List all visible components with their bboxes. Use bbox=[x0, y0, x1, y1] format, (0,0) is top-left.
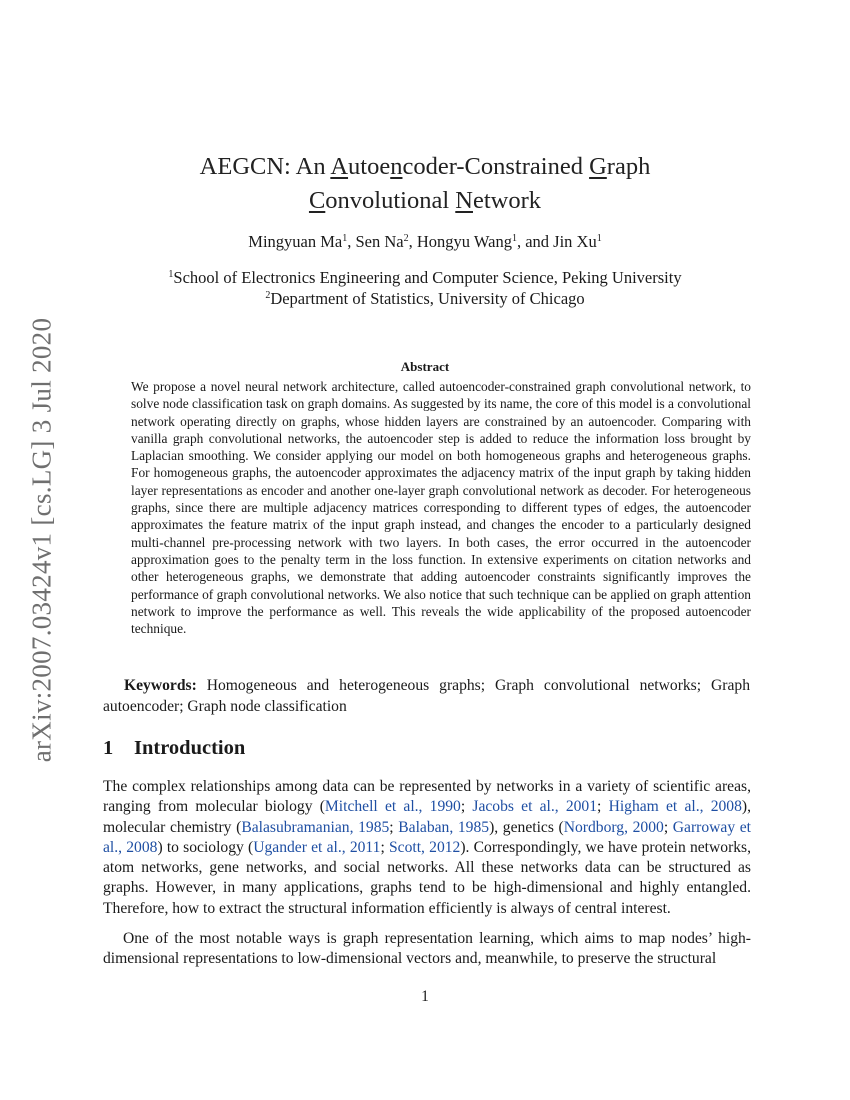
abstract-text: We propose a novel neural network architecture, called autoencoder-constrained graph convolutional network, to solve node classification task on graph domains. As suggested by its name, the core of this model is a convolutional network operating directly on graphs, whose hidden layers are constrained by an autoencoder. Comparing with vanilla graph convolutional networks, the autoencoder step is added to reduce the information loss brought by Laplacian smoothing. We consider applying our model on both homogeneous graphs and heterogeneous graphs. For homogeneous graphs, the autoencoder approximates the adjacency matrix of the input graph by taking hidden layer representations as encoder and another one-layer graph convolutional network as decoder. For heterogeneous graphs, since there are multiple adjacency matrices corresponding to different types of edges, the autoencoder approximates the feature matrix of the input graph instead, and changes the encoder to a particularly designed multi-channel pre-processing network with two layers. In both cases, the error occurred in the autoencoder approximation goes to the penalty term in the loss function. In extensive experiments on citation networks and other heterogeneous graphs, we demonstrate that adding autoencoder constraints significantly improves the performance of graph convolutional networks. We also notice that such technique can be applied on graph attention network to improve the performance as well. This reveals the wide applicability of the proposed autoencoder technique. bbox=[131, 379, 751, 637]
author: Sen Na$^2$, bbox=[355, 232, 417, 251]
citation-link[interactable]: Balaban, 1985 bbox=[398, 818, 490, 836]
paragraph-text: The complex relationships among data can be represented by networks in a variety of scientific areas, ranging from molecular biology ( bbox=[103, 778, 751, 816]
author-list bbox=[0, 232, 850, 252]
citation-link[interactable]: Scott, 2012 bbox=[389, 838, 461, 856]
citation-link[interactable]: Higham et al., 2008 bbox=[608, 798, 742, 816]
keywords-label: Keywords: bbox=[124, 677, 197, 694]
citation-link[interactable]: Garroway et al., 2008 bbox=[103, 818, 752, 856]
citation-link[interactable]: Nordborg, 2000 bbox=[563, 818, 664, 836]
arxiv-identifier: arXiv:2007.03424v1 [cs.LG] 3 Jul 2020 bbox=[26, 317, 57, 763]
intro-paragraph-2: One of the most notable ways is graph representation learning, which aims to map nodes’ high-dimensional representations to low-dimensional vectors and, meanwhile, to preserve the structural bbox=[103, 930, 751, 968]
keywords bbox=[103, 676, 750, 717]
affiliation: $^2$Department of Statistics, University of Chicago bbox=[265, 289, 585, 308]
section-heading: 1 Introduction bbox=[103, 737, 246, 759]
title-line-2: Convolutional Network bbox=[308, 187, 542, 214]
affiliation: $^1$School of Electronics Engineering and Computer Science, Peking University bbox=[168, 268, 682, 287]
title-line-1: AEGCN: An Autoencoder-Constrained Graph bbox=[199, 153, 651, 180]
paper-title bbox=[0, 150, 850, 218]
paragraph-text: ) to sociology ( bbox=[157, 838, 254, 856]
author: Mingyuan Ma$^1$, bbox=[248, 232, 356, 251]
paragraph-text: ; bbox=[597, 798, 609, 816]
paragraph-text: ). Correspondingly, we have protein networks, atom networks, gene networks, and social networks. All these networks data can be structured as graphs. However, in many applications, graphs tend to be high-dimensional and highly entangled. Therefore, how to extract the structural information efficiently is always of central interest. bbox=[103, 838, 752, 917]
paragraph-text: ; bbox=[460, 798, 473, 816]
intro-paragraph-1 bbox=[103, 777, 751, 919]
paragraph-text: ; bbox=[389, 818, 399, 836]
keywords-text: Homogeneous and heterogeneous graphs; Graph convolutional networks; Graph autoencoder; Graph node classification bbox=[103, 677, 750, 715]
paragraph-text: ), molecular chemistry ( bbox=[103, 798, 751, 836]
paragraph-text: ; bbox=[663, 818, 673, 836]
paragraph-text: ), genetics ( bbox=[489, 818, 564, 836]
affiliations bbox=[0, 267, 850, 309]
page-number: 1 bbox=[421, 988, 429, 1005]
citation-link[interactable]: Jacobs et al., 2001 bbox=[472, 798, 598, 816]
author: Hongyu Wang$^1$, and bbox=[416, 232, 554, 251]
citation-link[interactable]: Ugander et al., 2011 bbox=[253, 838, 381, 856]
citation-link[interactable]: Balasubramanian, 1985 bbox=[241, 818, 390, 836]
citation-link[interactable]: Mitchell et al., 1990 bbox=[324, 798, 461, 816]
abstract-heading: Abstract bbox=[400, 359, 450, 374]
paragraph-text: ; bbox=[380, 838, 389, 856]
author: Jin Xu$^1$ bbox=[553, 232, 602, 251]
